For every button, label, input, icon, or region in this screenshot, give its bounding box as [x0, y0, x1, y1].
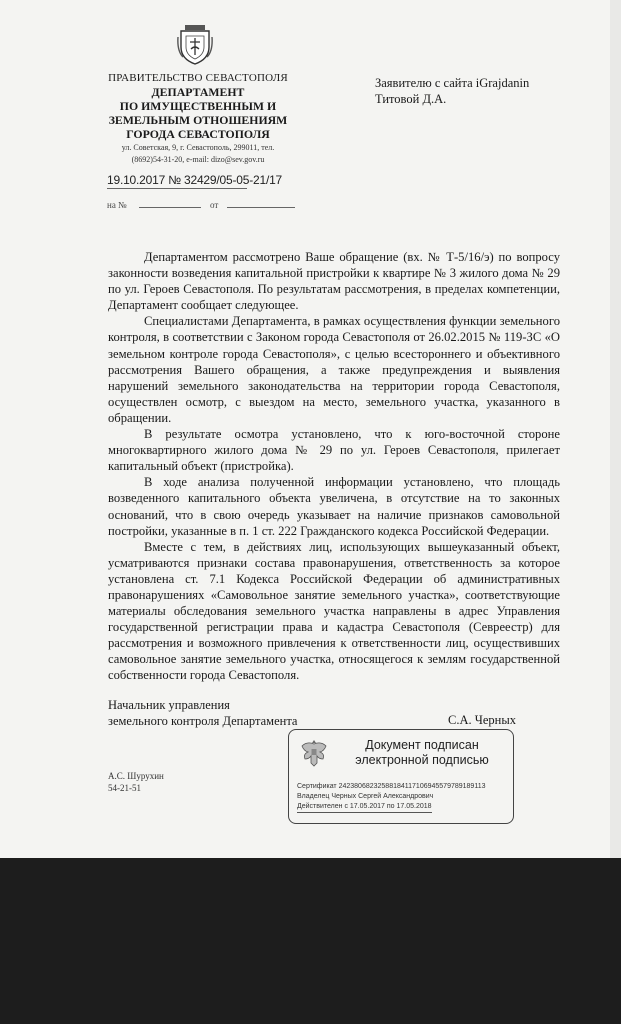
divider: [139, 207, 201, 208]
government-name: ПРАВИТЕЛЬСТВО СЕВАСТОПОЛЯ: [108, 72, 288, 84]
reference-ot-label: от: [210, 200, 219, 210]
certificate-info: [297, 782, 485, 813]
department-header: [98, 71, 298, 165]
certificate-number: Сертификат 24238068232588184117106945579789189113: [297, 783, 486, 790]
department-contacts: (8692)54-31-20, e-mail: dizo@sev.gov.ru: [131, 155, 265, 164]
department-name-line: ПО ИМУЩЕСТВЕННЫМ И: [119, 99, 277, 113]
certificate-validity: Действителен с 17.05.2017 по 17.05.2018: [297, 802, 432, 813]
recipient-block: [375, 75, 529, 107]
recipient-line: Заявителю с сайта iGrajdanin: [375, 76, 530, 90]
department-address: ул. Советская, 9, г. Севастополь, 299011, тел.: [121, 143, 275, 152]
reference-na-label: на №: [107, 200, 127, 210]
stamp-title-line: электронной подписью: [355, 753, 489, 767]
body-paragraph: В ходе анализа полученной информации установлено, что площадь возведенного капитального объекта увеличена, в отсутствие на то законных оснований, что в свою очередь указывает на наличие признаков самовольной постройки, указанные в п. 1 ст. 222 Гражданского кодекса Российской Федерации.: [108, 475, 560, 538]
scan-edge: [610, 0, 621, 858]
stamp-title: [337, 738, 507, 768]
body-paragraph: В результате осмотра установлено, что к юго-восточной стороне многоквартирного жилого дома № 29 по ул. Героев Севастополя, прилегает капитальный объект (пристройка).: [108, 427, 560, 474]
body-paragraph: Вместе с тем, в действиях лиц, использующих вышеуказанный объект, усматриваются признаки состава правонарушения, ответственность за которое установлена ст. 7.1 Кодекса Российской Федерации об административных правонарушениях «Самовольное занятие земельного участка», соответствующие материалы обследования земельного участка направлены в адрес Управления государственной регистрации права и кадастра Севастополя (Севреестр) для рассмотрения и возможного привлечения к ответственности лиц, осуществивших самовольное занятие земельного участка, относящегося к землям государственной собственности города Севастополя.: [108, 539, 560, 683]
stamp-title-line: Документ подписан: [365, 738, 479, 752]
divider: [227, 207, 295, 208]
registration-number: 19.10.2017 № 32429/05-05-21/17: [107, 173, 283, 187]
executor-info: [108, 770, 164, 794]
body-paragraph: Специалистами Департамента, в рамках осуществления функции земельного контроля, в соответствии с Законом города Севастополя от 26.02.2015 № 119-ЗС «О земельном контроле города Севастополя», с целью всестороннего и объективного рассмотрения Вашего обращения, а также предупреждения и выявления нарушений земельного законодательства на территории города Севастополя, осуществлен осмотр, с выездом на место, земельного участка, указанного в обращении.: [108, 314, 560, 425]
sevastopol-coat-of-arms-icon: [177, 25, 213, 65]
electronic-signature-stamp: [288, 729, 514, 824]
department-name-line: ЗЕМЕЛЬНЫМ ОТНОШЕНИЯМ: [108, 113, 288, 127]
department-name-line: ДЕПАРТАМЕНТ: [151, 85, 245, 99]
signer-position: [108, 697, 297, 729]
recipient-line: Титовой Д.А.: [375, 92, 447, 106]
letter-body: [108, 249, 560, 684]
executor-phone: 54-21-51: [108, 783, 141, 793]
divider: [107, 188, 247, 189]
reference-row: [107, 200, 219, 210]
certificate-owner: Владелец Черных Сергей Александрович: [297, 793, 434, 800]
signer-position-line: Начальник управления: [108, 698, 230, 712]
signer-position-line: земельного контроля Департамента: [108, 714, 298, 728]
department-name-line: ГОРОДА СЕВАСТОПОЛЯ: [126, 127, 270, 141]
signer-name: С.А. Черных: [448, 713, 516, 727]
russian-eagle-emblem-icon: [299, 737, 329, 769]
scan-background: [0, 858, 621, 1024]
executor-name: А.С. Шурухин: [108, 771, 164, 781]
body-paragraph: Департаментом рассмотрено Ваше обращение (вх. № Т-5/16/э) по вопросу законности возведения капитальной пристройки к квартире № 3 жилого дома № 29 по ул. Героев Севастополя. По результатам рассмотрения, в пределах компетенции, Департамент сообщает следующее.: [108, 250, 560, 313]
